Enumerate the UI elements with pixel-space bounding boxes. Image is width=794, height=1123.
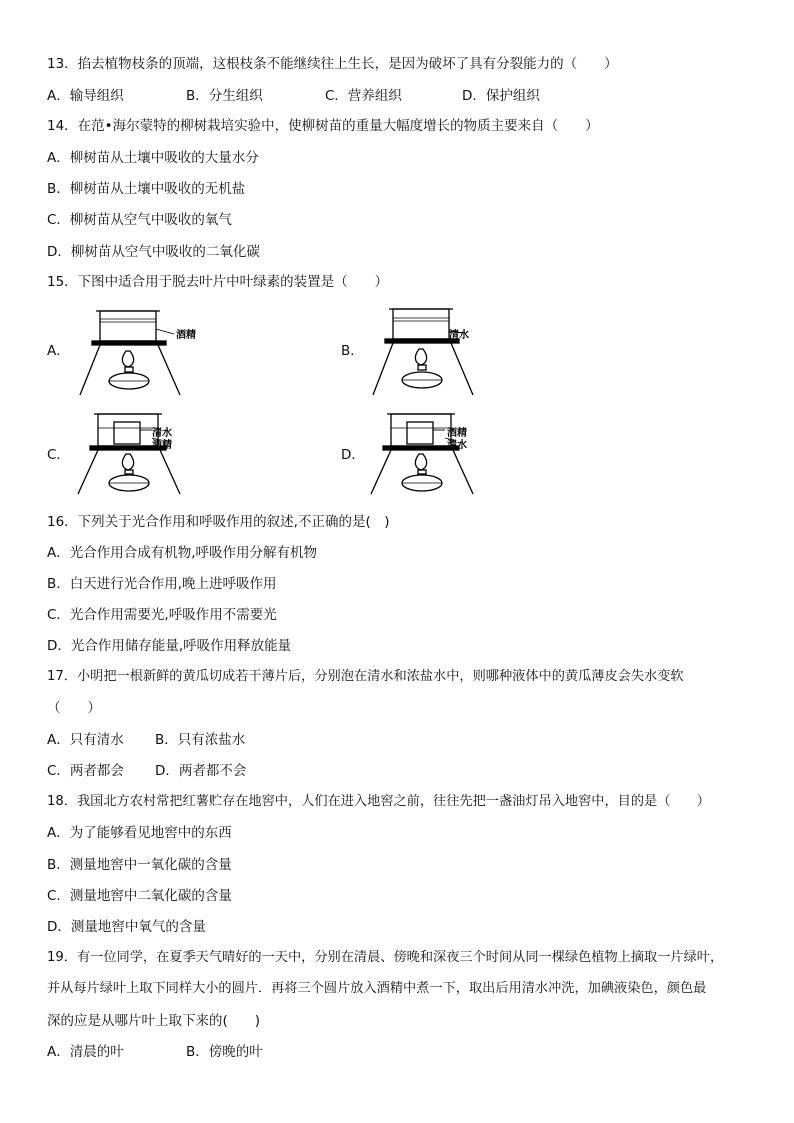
q15-option-d: D． (341, 447, 365, 463)
q18-option-d: D．测量地窖中氧气的含量 (47, 919, 206, 935)
q15-figure-c (70, 410, 220, 496)
q17-option-b: B．只有浓盐水 (155, 732, 246, 748)
q15-figure-a-label: 酒精 (176, 330, 196, 341)
q16-option-b: B．白天进行光合作用,晚上进呼吸作用 (47, 576, 277, 592)
q18-option-a: A．为了能够看见地窖中的东西 (47, 825, 232, 841)
q13-option-b: B．分生组织 (186, 88, 263, 104)
q18-option-b: B．测量地窖中一氧化碳的含量 (47, 857, 232, 873)
q15-figure-d (363, 410, 513, 496)
q17-option-d: D．两者都不会 (155, 763, 247, 779)
q17-stem: 17．小明把一根新鲜的黄瓜切成若干薄片后，分别泡在清水和浓盐水中，则哪种液体中的黄瓜薄皮会失水变软 (47, 669, 684, 684)
q16-option-a: A．光合作用合成有机物,呼吸作用分解有机物 (47, 545, 318, 561)
q17-option-c: C．两者都会 (47, 763, 124, 779)
q15-option-b: B． (341, 343, 364, 359)
q17-option-a: A．只有清水 (47, 732, 124, 748)
q14-stem: 14．在范•海尔蒙特的柳树栽培实验中，使柳树苗的重量大幅度增长的物质主要来自（ ） (47, 118, 599, 134)
q19-stem-line-3: 深的应是从哪片叶上取下来的( ) (47, 1013, 261, 1029)
q15-option-c: C． (47, 447, 70, 463)
q16-option-d: D．光合作用储存能量,呼吸作用释放能量 (47, 638, 292, 654)
q16-option-c: C．光合作用需要光,呼吸作用不需要光 (47, 607, 277, 623)
q16-stem: 16．下列关于光合作用和呼吸作用的叙述,不正确的是( ) (47, 514, 390, 530)
q19-option-b: B．傍晚的叶 (186, 1044, 263, 1060)
q18-option-c: C．测量地窖中二氧化碳的含量 (47, 888, 232, 904)
q15-figure-d-label-bottom: 清水 (447, 440, 467, 451)
q15-figure-a (70, 305, 220, 397)
q15-figure-d-label-top: 酒精 (447, 428, 467, 439)
q13-option-d: D．保护组织 (462, 88, 540, 104)
q17-stem-continued: （ ） (47, 700, 101, 716)
q14-option-b: B．柳树苗从土壤中吸收的无机盐 (47, 181, 246, 197)
q14-option-a: A．柳树苗从土壤中吸收的大量水分 (47, 150, 259, 166)
q15-figure-c-label-bottom: 酒精 (152, 440, 172, 451)
q14-option-c: C．柳树苗从空气中吸收的氧气 (47, 212, 232, 228)
q13-option-a: A．输导组织 (47, 88, 124, 104)
q19-stem-line-2: 并从每片绿叶上取下同样大小的圆片．再将三个圆片放入酒精中煮一下，取出后用清水冲洗，加碘液染色，颜色最 (47, 981, 707, 996)
q13-option-c: C．营养组织 (325, 88, 402, 104)
q19-option-a: A．清晨的叶 (47, 1044, 124, 1060)
q15-figure-b-label: 清水 (449, 330, 469, 341)
q15-figure-b (363, 305, 513, 397)
q13-stem: 13．掐去植物枝条的顶端，这根枝条不能继续往上生长，是因为破坏了具有分裂能力的（ ） (47, 56, 618, 72)
q15-figure-c-label-top: 清水 (152, 428, 172, 439)
q14-option-d: D．柳树苗从空气中吸收的二氧化碳 (47, 244, 260, 260)
q15-option-a: A． (47, 343, 70, 359)
q19-stem-line-1: 19．有一位同学，在夏季天气晴好的一天中，分别在清晨、傍晚和深夜三个时间从同一棵绿色植物上摘取一片绿叶， (47, 950, 724, 965)
q15-stem: 15．下图中适合用于脱去叶片中叶绿素的装置是（ ） (47, 274, 389, 290)
q18-stem: 18．我国北方农村常把红薯贮存在地窖中，人们在进入地窖之前，往往先把一盏油灯吊入地窖中，目的是（ ） (47, 794, 710, 809)
